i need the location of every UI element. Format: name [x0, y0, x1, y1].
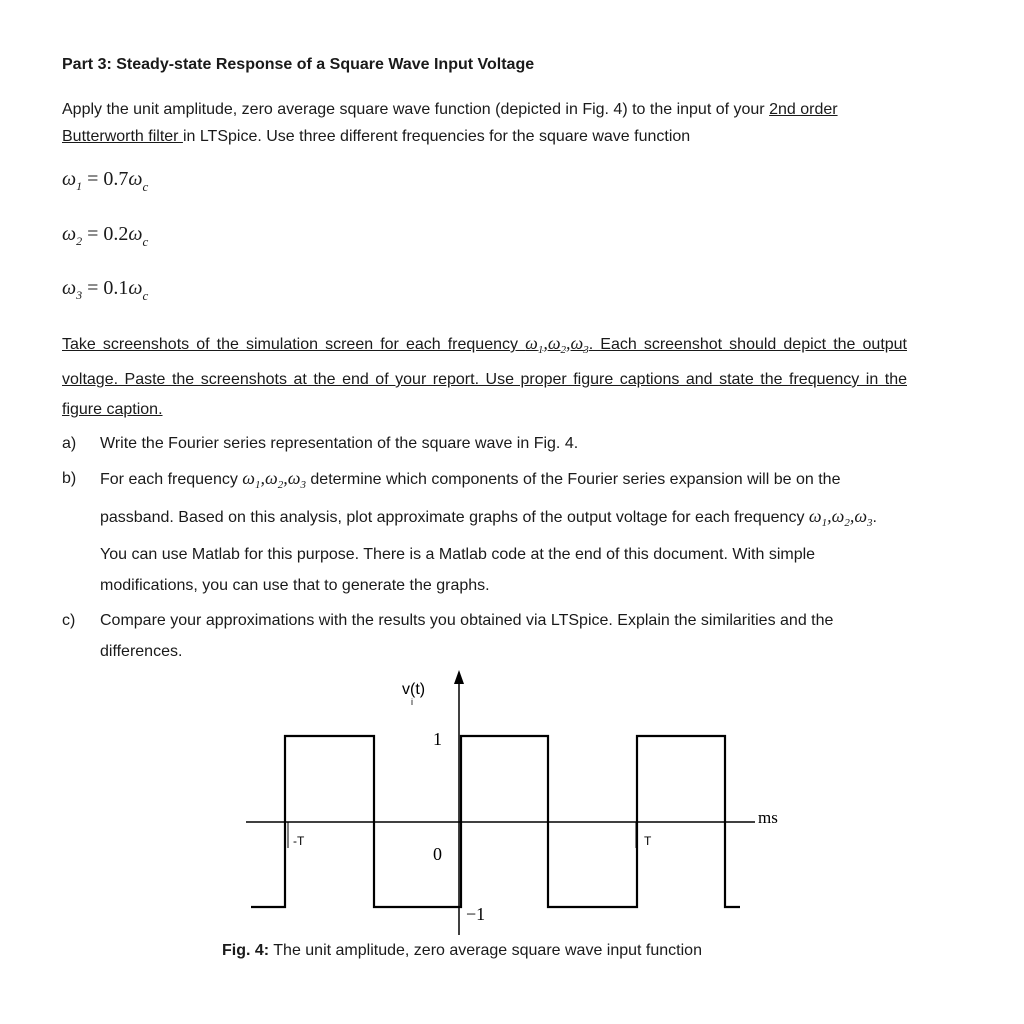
- intro-text-2: in LTSpice. Use three different frequencies for the square wave function: [182, 128, 691, 145]
- butterworth-filter-link[interactable]: 2nd order Butterworth filter: [62, 101, 838, 145]
- low-level-label: −1: [466, 904, 486, 924]
- zero-label: 0: [433, 844, 442, 864]
- screenshot-instructions: Take screenshots of the simulation screen for each frequency $\omega_1,\omega_2,\omega_3$. Each screenshot should depict the output voltage. Paste the screenshots at the end of your report. Use proper figure captions and state the frequency in the figure caption.: [62, 333, 908, 418]
- equation-omega-2: $\omega_2 = 0.2\omega_c$: [62, 223, 149, 249]
- equation-omega-3: $\omega_3 = 0.1\omega_c$: [62, 277, 149, 303]
- figure-caption: Fig. 4: The unit amplitude, zero average square wave input function: [222, 942, 702, 959]
- units-label: ms: [758, 808, 778, 827]
- y-axis-label-sub: i: [411, 697, 413, 707]
- high-level-label: 1: [433, 729, 442, 749]
- y-axis-label: v(t): [402, 681, 426, 698]
- task-item-c: c) Compare your approximations with the results you obtained via LTSpice. Explain the similarities and the differences.: [62, 612, 834, 660]
- task-item-a: a) Write the Fourier series representation of the square wave in Fig. 4.: [62, 435, 579, 452]
- intro-text-1: Apply the unit amplitude, zero average square wave function (depicted in Fig. 4) to the input of your: [62, 101, 770, 118]
- axis-arrow-icon: [454, 670, 464, 684]
- neg-period-label: -T: [293, 834, 305, 848]
- omega-list: $\omega_1,\omega_2,\omega_3$: [525, 333, 589, 356]
- task-item-b: b) For each frequency $\omega_1,\omega_2,\omega_3$ determine which components of the Fourier series expansion will be on the passband. Based on this analysis, plot approximate graphs of the output voltage for each frequency $\omega_1,\omega_2,\omega_3$. You can use Matlab for this purpose. There is a Matlab code at the end of this document. With simple modifications, you can use that to generate the graphs.: [62, 468, 877, 594]
- equation-omega-1: $\omega_1 = 0.7\omega_c$: [62, 168, 149, 194]
- period-label: T: [644, 834, 652, 848]
- section-heading: Part 3: Steady-state Response of a Square Wave Input Voltage: [62, 56, 535, 73]
